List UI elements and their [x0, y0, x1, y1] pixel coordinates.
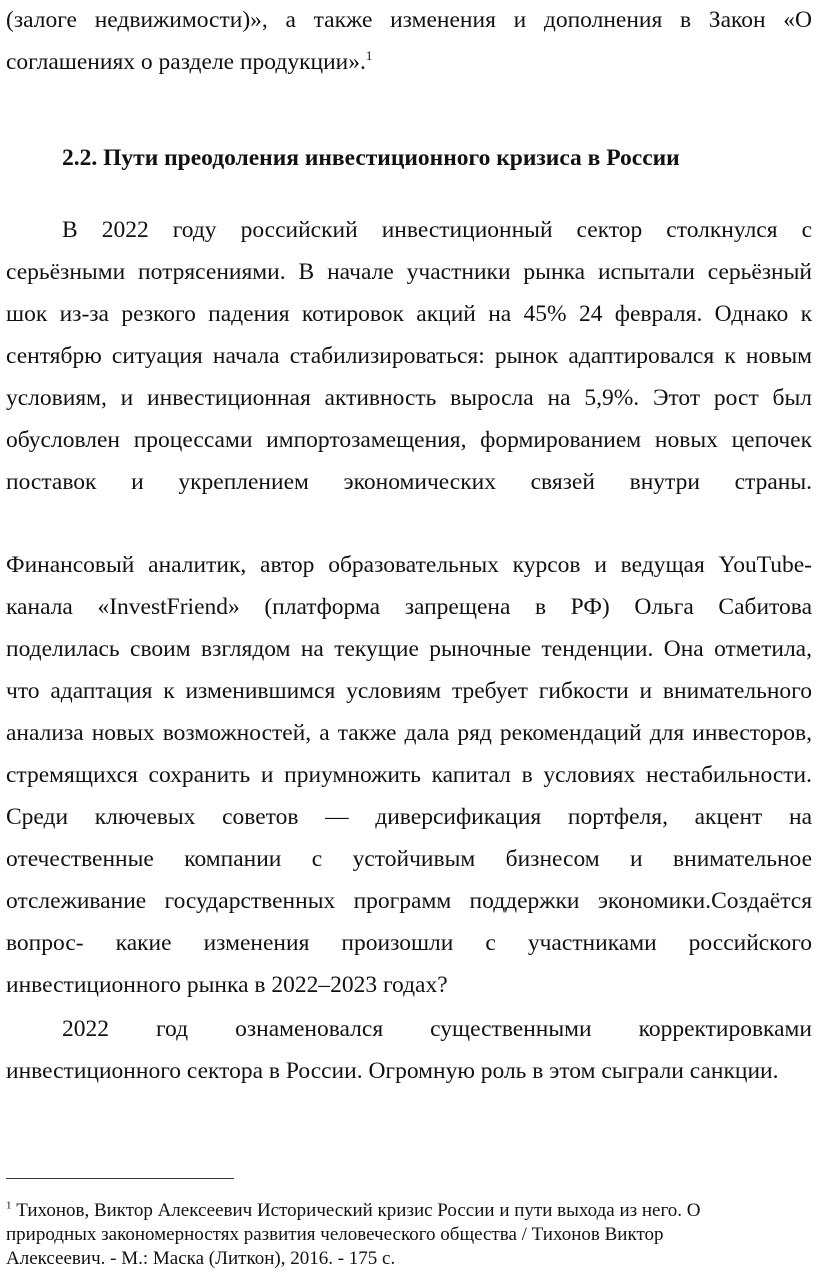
intro-line-1: (залоге недвижимости)», а также изменения и дополнения в Закон «О: [6, 7, 812, 33]
intro-line-2-text: соглашениях о разделе продукции».: [6, 49, 366, 75]
para2-line-3: поделилась своим взглядом на текущие рыночные тенденции. Она отметила,: [6, 636, 812, 662]
para2-line-11: инвестиционного рынка в 2022–2023 годах?: [6, 972, 448, 998]
intro-line-2: [6, 47, 812, 77]
para2-line-4: что адаптация к изменившимся условиям требует гибкости и внимательного: [6, 678, 812, 704]
footnote-text-1: Тихонов, Виктор Алексеевич Исторический кризис России и пути выхода из него. О: [11, 1200, 701, 1221]
para2-line-5: анализа новых возможностей, а также дала ряд рекомендаций для инвесторов,: [6, 720, 812, 746]
para2-line-7: Среди ключевых советов — диверсификация портфеля, акцент на: [6, 804, 812, 830]
para2-line-1: Финансовый аналитик, автор образовательных курсов и ведущая YouTube-: [6, 552, 812, 578]
para2-line-9: отслеживание государственных программ поддержки экономики.Создаётся: [6, 888, 812, 914]
para2-line-10: вопрос- какие изменения произошли с участниками российского: [6, 930, 812, 956]
footnote-reference: 1: [365, 48, 373, 64]
para1-line-4: сентябрю ситуация начала стабилизироваться: рынок адаптировался к новым: [6, 343, 812, 369]
para1-line-1: В 2022 году российский инвестиционный сектор столкнулся с: [62, 217, 812, 243]
footnote-line-1: [6, 1200, 812, 1222]
para2-line-6: стремящихся сохранить и приумножить капитал в условиях нестабильности.: [6, 762, 812, 788]
para1-line-3: шок из-за резкого падения котировок акций на 45% 24 февраля. Однако к: [6, 301, 812, 327]
footnote-separator: [6, 1178, 234, 1179]
para2-line-8: отечественные компании с устойчивым бизнесом и внимательное: [6, 846, 812, 872]
para1-line-2: серьёзными потрясениями. В начале участники рынка испытали серьёзный: [6, 259, 812, 285]
para3-line-1: 2022 год ознаменовался существенными корректировками: [62, 1016, 812, 1042]
footnote-line-2: природных закономерностях развития человеческого общества / Тихонов Виктор: [6, 1224, 664, 1245]
section-heading: 2.2. Пути преодоления инвестиционного кризиса в России: [62, 145, 680, 171]
footnote-line-3: Алексеевич. - М.: Маска (Литкон), 2016. - 175 с.: [6, 1248, 396, 1269]
para1-line-6: обусловлен процессами импортозамещения, формированием новых цепочек: [6, 427, 812, 453]
para1-line-5: условиям, и инвестиционная активность выросла на 5,9%. Этот рост был: [6, 385, 812, 411]
footnote-mark: 1: [6, 1199, 12, 1212]
para3-line-2: инвестиционного сектора в России. Огромную роль в этом сыграли санкции.: [6, 1058, 779, 1084]
para2-line-2: канала «InvestFriend» (платформа запрещена в РФ) Ольга Сабитова: [6, 594, 812, 620]
para1-line-7: поставок и укреплением экономических связей внутри страны.: [6, 469, 812, 495]
